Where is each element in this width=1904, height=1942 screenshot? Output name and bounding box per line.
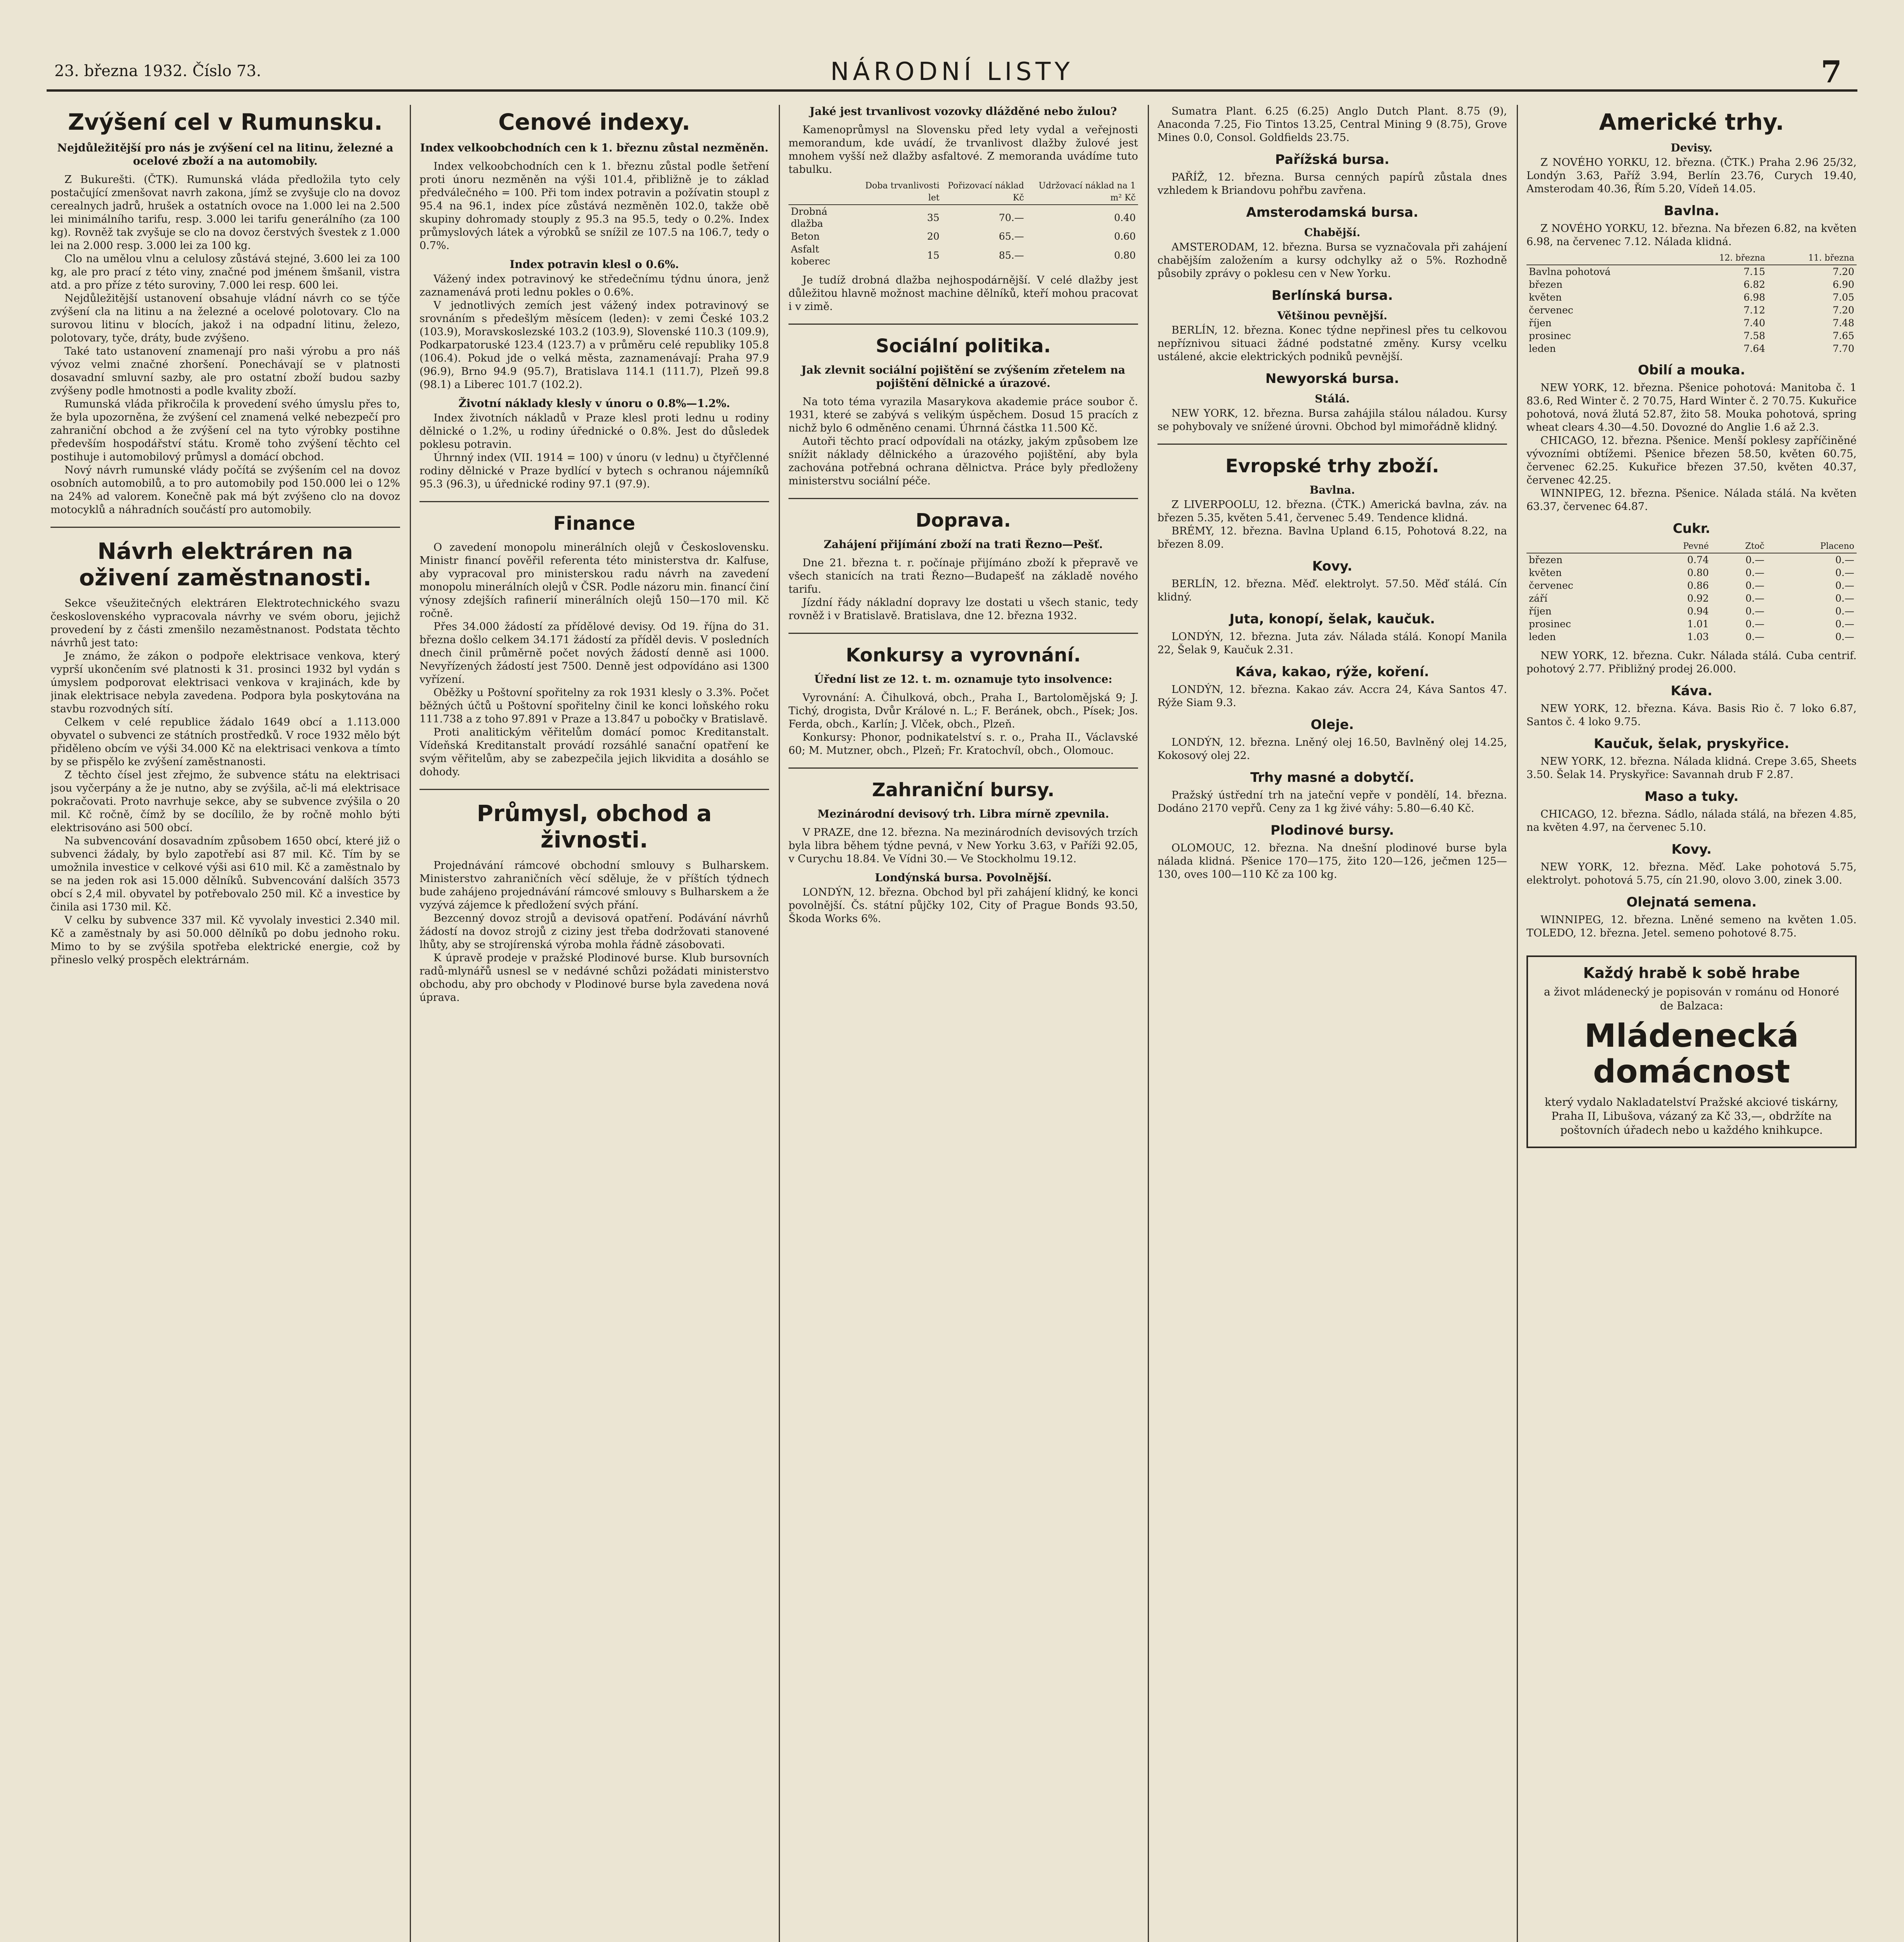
table-cell: září xyxy=(1529,593,1548,604)
article-paragraph: BRÉMY, 12. března. Bavlna Upland 6.15, Pohotová 8.22, na březen 8.09. xyxy=(1157,525,1507,550)
article-paragraph: V jednotlivých zemích jest vážený index potravinový se srovnáním s předešlým měsícem (leden): v zemi České 103.2 (103.9), Moravskoslezské 103.2 (103.9), Slovenské 110.3 (109.9), Podkarpatoruské 123.4 (123.7) a v průměru celé republiky 105.8 (106.4). Pokud jde o velká města, zaznamenávají: Praha 97.9 (96.9), Brno 94.9 (95.7), Bratislava 114.1 (111.7), Plzeň 99.8 (98.1) a Liberec 101.7 (102.2). xyxy=(419,299,769,391)
table-cell: 7.20 xyxy=(1833,266,1854,277)
article-paragraph: Úhrnný index (VII. 1914 = 100) v únoru (v lednu) u čtyřčlenné rodiny dělnické v Praze bydlící v bytech s ochranou nájemníků 95.3 (96.3), u úřednické rodiny 97.1 (97.9). xyxy=(419,452,769,490)
article-paragraph: Jízdní řády nákladní dopravy lze dostati u všech stanic, tedy rovněž i v Bratislavě. Bratislava, dne 12. března 1932. xyxy=(788,597,1138,622)
table-row xyxy=(1526,329,1857,342)
ad-text: který vydalo Nakladatelství Pražské akciové tiskárny, Praha II, Libušova, vázaný za Kč 33,—, obdržíte na poštovních úřadech nebo u každého knihkupce. xyxy=(1545,1096,1838,1136)
table-header-cell: 11. března xyxy=(1768,252,1857,265)
article-title: Plodinové bursy. xyxy=(1270,823,1394,838)
article-subheading: Životní náklady klesly v únoru o 0.8%—1.2%. xyxy=(458,397,730,410)
article-paragraph: PAŘÍŽ, 12. března. Bursa cenných papírů zůstala dnes vzhledem k Briandovu pohřbu zavřena. xyxy=(1157,171,1507,197)
table-header-cell: Placeno xyxy=(1767,540,1857,553)
article-title: Jaké jest trvanlivost vozovky dlážděné nebo žulou? xyxy=(809,105,1117,118)
article-paragraph: V PRAZE, dne 12. března. Na mezinárodních devisových trzích byla libra během týdne pevná, v New Yorku 3.63, v Paříži 92.05, v Curychu 18.84. Ve Vídni 30.— Ve Stockholmu 19.12. xyxy=(788,827,1138,865)
divider xyxy=(419,789,769,790)
column-3 xyxy=(788,105,1138,1942)
article-paragraph: Z Bukurešti. (ČTK). Rumunská vláda předložila tyto cely postačující zmenšovat navrh zakona, jímž se zvyšuje clo na dovoz cerealnych jadrů, hrušek a ostatních ovoce na 1.000 lei na 2.500 lei minimálního tarifu, resp. 3.000 lei tarifu generálního (za 100 kg). Rovněž tak zvyšuje se clo na dovoz čerstvých švestek z 1.000 lei na 2.000 resp. 3.000 lei za 100 kg. xyxy=(50,174,400,252)
data-table xyxy=(1526,540,1857,643)
table-cell: 0.— xyxy=(1745,631,1765,642)
article-paragraph: Proti analitickým věřitelům domácí pomoc Kreditanstalt. Vídeňská Kreditanstalt provádí rozsáhlé sanační opatření ke svým věřitelům, aby se zabezpečila jejich likvidita a dosáhlo se dohody. xyxy=(419,726,769,778)
table-header-cell: Pořizovací náklad Kč xyxy=(942,179,1027,205)
article-subheading: Index potravin klesl o 0.6%. xyxy=(510,258,679,271)
table-cell: Bavlna pohotová xyxy=(1529,266,1611,277)
table-cell: 65.— xyxy=(999,231,1024,242)
table-cell: 0.— xyxy=(1835,631,1854,642)
article-paragraph: Také tato ustanovení znamenají pro naši výrobu a pro náš vývoz velmi značné zhoršení. Ponechávají se v platnosti dosavadní smluvní sazby, ale pro ostatní zboží budou sazby zvýšeny podle hmotnosti a podle kvality zboží. xyxy=(50,345,400,397)
divider xyxy=(50,527,400,528)
table-cell: červenec xyxy=(1529,580,1573,591)
article-paragraph: LONDÝN, 12. března. Obchod byl při zahájení klidný, ke konci povolnější. Čs. státní půjčky 102, City of Prague Bonds 93.50, Škoda Works 6%. xyxy=(788,886,1138,925)
table-header-cell: Udržovací náklad na 1 m² Kč xyxy=(1026,179,1138,205)
table-cell: 0.74 xyxy=(1687,554,1709,566)
table-cell: leden xyxy=(1529,343,1556,354)
article-paragraph: LONDÝN, 12. března. Lněný olej 16.50, Bavlněný olej 14.25, Kokosový olej 22. xyxy=(1157,736,1507,762)
table-header-cell: 12. března xyxy=(1678,252,1767,265)
table-cell: 7.48 xyxy=(1833,317,1854,329)
table-row xyxy=(1526,278,1857,291)
article-lead: Úřední list ze 12. t. m. oznamuje tyto insolvence: xyxy=(814,673,1112,686)
table-cell: 7.15 xyxy=(1744,266,1765,277)
table-header-cell xyxy=(1526,252,1678,265)
column-rule xyxy=(1517,105,1518,1942)
article-title: Oleje. xyxy=(1311,717,1354,733)
table-header-cell: Doba trvanlivosti let xyxy=(858,179,942,205)
article-title: Kovy. xyxy=(1671,842,1712,857)
article-title: Kávа, kakao, rýže, koření. xyxy=(1235,664,1429,680)
article-paragraph: LONDÝN, 12. března. Juta záv. Nálada stálá. Konopí Manila 22, Šelak 9, Kaučuk 2.31. xyxy=(1157,631,1507,656)
table-row xyxy=(1526,304,1857,317)
table-cell: 15 xyxy=(927,249,940,261)
article-paragraph: NEW YORK, 12. března. Káva. Basis Rio č. 7 loko 6.87, Santos č. 4 loko 9.75. xyxy=(1526,703,1857,728)
table-cell: 7.70 xyxy=(1833,343,1854,354)
column-rule xyxy=(779,105,780,1942)
table-cell: 0.— xyxy=(1835,580,1854,591)
table-cell: 35 xyxy=(927,212,940,223)
article-lead: Nejdůležitější pro nás je zvýšení cel na litinu, železné a ocelové zboží a na automobily. xyxy=(57,141,393,167)
column-2 xyxy=(419,105,769,1942)
article-paragraph: NEW YORK, 12. března. Cukr. Nálada stálá. Cuba centrif. pohotový 2.77. Přibližný prodej 26.000. xyxy=(1526,650,1857,675)
article-lead: Jak zlevnit sociální pojištění se zvýšením zřetelem na pojištění dělnické a úrazové. xyxy=(801,364,1125,390)
table-cell: 7.40 xyxy=(1744,317,1765,329)
article-subheading: Stálá. xyxy=(1315,392,1350,405)
column-rule xyxy=(1148,105,1149,1942)
table-cell: 0.— xyxy=(1745,567,1765,578)
table-cell: Drobná dlažba xyxy=(791,206,828,229)
article-title: Doprava. xyxy=(915,510,1011,531)
table-cell: 0.80 xyxy=(1687,567,1709,578)
article-paragraph: Oběžky u Poštovní spořitelny za rok 1931 klesly o 3.3%. Počet běžných účtů u Poštovní spořitelny činil ke konci loňského roku 111.738 a z toho 97.891 v Praze a 13.847 u pobočky v Bratislavě. xyxy=(419,687,769,725)
table-cell: 0.92 xyxy=(1687,593,1709,604)
table-cell: 7.20 xyxy=(1833,305,1854,316)
table-cell: 0.60 xyxy=(1114,231,1136,242)
column-5 xyxy=(1526,105,1857,1942)
article-title: Návrh elektráren na oživení zaměstnanosti. xyxy=(79,538,372,591)
issue-date: 23. března 1932. Číslo 73. xyxy=(54,62,261,80)
data-table xyxy=(788,179,1138,268)
article-subheading: Londýnská bursa. Povolnější. xyxy=(875,871,1052,884)
article-title: Juta, konopí, šelak, kaučuk. xyxy=(1229,611,1435,627)
article-lead: Zahájení přijímání zboží na trati Řezno—Pešť. xyxy=(823,538,1103,551)
table-row xyxy=(1526,265,1857,278)
table-cell: 6.98 xyxy=(1744,292,1765,303)
table-cell: leden xyxy=(1529,631,1556,642)
article-paragraph: Index životních nákladů v Praze klesl proti lednu u rodiny dělnické o 1.2%, u rodiny úřednické o 0.8%. Jest do důsledek poklesu potravin. xyxy=(419,412,769,451)
article-paragraph: Na toto téma vyrazila Masarykova akademie práce soubor č. 1931, které se zabývá s velikým úspěchem. Dosud 15 pracích z nichž bylo 6 odměněno cenami. Úhrnná částka 11.500 Kč. xyxy=(788,396,1138,434)
article-title: Evropské trhy zboží. xyxy=(1225,455,1439,477)
article-paragraph: Rumunská vláda přikročila k provedení svého úmyslu přes to, že byla upozorněna, že zvýšení cel znamená velké nebezpečí pro zahraniční obchod a že zvýšení cel na tyto výrobky postihne především hospodářství státu. Kromě toho zvýšení těchto cel postihuje i automobilový průmysl a domácí obchod. xyxy=(50,398,400,463)
table-cell: březen xyxy=(1529,279,1563,290)
article-paragraph: NEW YORK, 12. března. Bursa zahájila stálou náladou. Kursy se pohybovaly ve snížené úrovni. Obchod byl mimořádně klidný. xyxy=(1157,407,1507,433)
table-cell: 7.64 xyxy=(1744,343,1765,354)
divider xyxy=(1157,444,1507,445)
article-paragraph: Z těchto čísel jest zřejmo, že subvence státu na elektrisaci jsou vyčerpány a že je nutno, aby se zvýšila, ač-li má elektrisace pokračovati. Proto navrhuje sekce, aby se subvence zvýšila o 20 mil. Kč ročně, čímž by se docílilo, že by ročně mohlo býti elektrisováno asi 500 obcí. xyxy=(50,769,400,834)
article-paragraph: O zavedení monopolu minerálních olejů v Československu. Ministr financí pověřil referenta této ministerstva dr. Kalfuse, aby vypracoval pro ministerskou radu návrh na zavedení monopolu minerálních olejů v ČSR. Podle názoru min. financí činí výnosy zdejších rafinerií minerálních olejů 150—170 mil. Kč ročně. xyxy=(419,541,769,619)
article-paragraph: AMSTERODAM, 12. března. Bursa se vyznačovala při zahájení chabějším založením a kursy odchylky až o 5%. Rozhodně působily zprávy o poklesu cen v New Yorku. xyxy=(1157,241,1507,280)
article-title: Finance xyxy=(553,513,635,534)
article-paragraph: NEW YORK, 12. března. Pšenice pohotová: Manitoba č. 1 83.6, Red Winter č. 2 70.75, Hard Winter č. 2 70.75. Kukuřice pohotová, nová žlutá 52.87, žito 58. Mouka pohotová, spring wheat clears 4.30—4.50. Dovozné do Anglie 1.6 až 2.3. xyxy=(1526,382,1857,433)
article-paragraph: Z NOVÉHO YORKU, 12. března. Na březen 6.82, na květen 6.98, na červenec 7.12. Nálada klidná. xyxy=(1526,223,1857,248)
table-row xyxy=(1526,566,1857,579)
book-advertisement xyxy=(1526,955,1857,1148)
table-cell: 85.— xyxy=(999,249,1024,261)
table-cell: 20 xyxy=(927,231,940,242)
table-row xyxy=(788,230,1138,243)
article-paragraph: Sumatra Plant. 6.25 (6.25) Anglo Dutch Plant. 8.75 (9), Anaconda 7.25, Fio Tintos 13.25, Central Mining 9 (8.75), Grove Mines 0.0, Consol. Goldfields 23.75. xyxy=(1157,105,1507,144)
table-cell: 0.— xyxy=(1835,593,1854,604)
article-paragraph: NEW YORK, 12. března. Měď. Lake pohotová 5.75, elektrolyt. pohotová 5.75, cín 21.90, olovo 3.00, zinek 3.00. xyxy=(1526,861,1857,886)
table-row xyxy=(1526,592,1857,605)
article-paragraph: Dne 21. března t. r. počínaje přijímáno zboží k přepravě ve všech stanicích na trati Řezno—Budapešť na základě nového tarifu. xyxy=(788,557,1138,595)
article-title: Americké trhy. xyxy=(1599,109,1784,135)
table-row xyxy=(1526,579,1857,592)
article-paragraph: Clo na umělou vlnu a celulosy zůstává stejné, 3.600 lei za 100 kg, ale pro prací z této viny, značné pod jménem šmšanil, vistra atd. a pro příze z této suroviny, 7.000 lei resp. 600 lei. xyxy=(50,253,400,291)
table-row xyxy=(788,243,1138,268)
divider xyxy=(788,324,1138,325)
table-cell: prosinec xyxy=(1529,330,1571,341)
table-header-cell xyxy=(1526,540,1641,553)
ad-book-title: Mládenecká domácnost xyxy=(1584,1018,1799,1090)
table-cell: 7.05 xyxy=(1833,292,1854,303)
table-row xyxy=(1526,605,1857,618)
ad-title: Každý hrabě k sobě hrabe xyxy=(1583,964,1800,981)
table-cell: prosinec xyxy=(1529,618,1571,630)
article-subheading: Devisy. xyxy=(1671,141,1713,154)
table-cell: 0.80 xyxy=(1114,249,1136,261)
table-cell: červenec xyxy=(1529,305,1573,316)
article-title: Cenové indexy. xyxy=(498,109,691,135)
article-title: Zahraniční bursy. xyxy=(872,779,1055,801)
divider xyxy=(788,498,1138,499)
data-table xyxy=(1526,252,1857,355)
article-subheading: Většinou pevnější. xyxy=(1277,309,1387,322)
article-paragraph: Je tudíž drobná dlažba nejhospodárnější. V celé dlažby jest důležitou hlavně možnost machine dělníků, kteří mohou pracovat i v zimě. xyxy=(788,274,1138,313)
table-cell: Asfalt koberec xyxy=(791,244,830,267)
table-cell: 0.— xyxy=(1835,567,1854,578)
article-paragraph: Pražský ústřední trh na jateční vepře v pondělí, 14. března. Dodáno 2170 vepřů. Ceny za 1 kg živé váhy: 5.80—6.40 Kč. xyxy=(1157,789,1507,814)
article-paragraph: Nový návrh rumunské vlády počítá se zvýšením cel na dovoz osobních automobilů, a to pro automobily pod 150.000 lei o 12% na 24% ad valorem. Konečně pak má být zvýšeno clo na dovoz motocyklů a náhradních součástí pro automobily. xyxy=(50,464,400,516)
table-cell: 0.94 xyxy=(1687,606,1709,617)
table-cell: květen xyxy=(1529,292,1562,303)
article-paragraph: V celku by subvence 337 mil. Kč vyvolaly investici 2.340 mil. Kč a zaměstnaly by asi 50.000 dělníků po dobu jednoho roku. Mimo to by se zvýšila spotřeba elektrické energie, což by přineslo velký prospěch elektrárnám. xyxy=(50,914,400,966)
article-subheading: Chabější. xyxy=(1304,226,1361,239)
table-cell: Beton xyxy=(791,231,820,242)
column-4 xyxy=(1157,105,1507,1942)
ad-text: a život mládenecký je popisován v románu od Honoré de Balzaca: xyxy=(1544,985,1840,1012)
article-paragraph: OLOMOUC, 12. března. Na dnešní plodinové burse byla nálada klidná. Pšenice 170—175, žito 120—126, ječmen 125—130, oves 100—110 Kč za 100 kg. xyxy=(1157,842,1507,881)
table-row xyxy=(1526,342,1857,355)
article-paragraph: Vyrovnání: A. Čihulková, obch., Praha I., Bartolomějská 9; J. Tichý, drogista, Dvůr Králové n. L.; F. Beránek, obch., Písek; Jos. Ferda, obch., Karlín; J. Vlček, obch., Plzeň. xyxy=(788,692,1138,730)
table-row xyxy=(1526,618,1857,630)
table-cell: 0.— xyxy=(1745,606,1765,617)
masthead: NÁRODNÍ LISTY xyxy=(830,57,1074,86)
table-cell: 0.— xyxy=(1745,554,1765,566)
article-title: Bavlna. xyxy=(1664,203,1720,219)
article-paragraph: Konkursy: Phonor, podnikatelství s. r. o., Praha II., Václavské 60; M. Mutzner, obch., Plzeň; Fr. Kratochvíl, obch., Olomouc. xyxy=(788,731,1138,757)
table-cell: 1.03 xyxy=(1687,631,1709,642)
article-paragraph: Je známo, že zákon o podpoře elektrisace venkova, který vyprší ukončením své platnosti k 31. prosinci 1932 byl vydán s úmyslem podporovat elektrisaci venkova v krajinách, kde by jinak elektrisace nebyla zavedena. Podpora byla poskytována na stavbu rozvodných sítí. xyxy=(50,650,400,715)
table-cell: 70.— xyxy=(999,212,1024,223)
table-cell: 0.40 xyxy=(1114,212,1136,223)
table-cell: 6.90 xyxy=(1833,279,1854,290)
page-number: 7 xyxy=(1820,54,1842,90)
article-paragraph: NEW YORK, 12. března. Nálada klidná. Crepe 3.65, Sheets 3.50. Šelak 14. Pryskyřice: Savannah drub F 2.87. xyxy=(1526,755,1857,781)
article-title: Amsterodamská bursa. xyxy=(1246,205,1418,220)
article-title: Káva. xyxy=(1671,683,1713,699)
article-paragraph: Na subvencování dosavadním způsobem 1650 obcí, které již o subvenci žádaly, by bylo zapotřebí asi 87 mil. Kč. Tím by se umožnila investice v celkové výši asi 610 mil. Kč a zaměstnalo by se na jeden rok asi 15.000 dělníků. Subvencování dalších 3573 obcí s 2,4 mil. obyvatel by potřebovalo 250 mil. Kč a investice by činila asi 1730 mil. Kč. xyxy=(50,835,400,913)
divider xyxy=(419,501,769,502)
article-title: Sociální politika. xyxy=(875,335,1051,357)
table-cell: 0.86 xyxy=(1687,580,1709,591)
article-paragraph: Projednávání rámcové obchodní smlouvy s Bulharskem. Ministerstvo zahraničních věcí sděluje, že v příštích týdnech bude zahájeno projednávání rámcové smlouvy s Bulharskem a že vyzývá zájemce k předložení svých přání. xyxy=(419,860,769,911)
article-paragraph: K úpravě prodeje v pražské Plodinové burse. Klub bursovních radů-mlynářů usnesl se v nedávné schůzi požádati ministerstvo obchodu, aby pro obchody v Plodinové burse byla zavedena nová úprava. xyxy=(419,952,769,1004)
article-lead: Index velkoobchodních cen k 1. březnu zůstal nezměněn. xyxy=(420,141,769,154)
article-paragraph: BERLÍN, 12. března. Konec týdne nepřinesl přes tu celkovou nepříznivou situaci žádné podstatné změny. Kursy vcelku ustálené, akcie elektrických podniků pevnější. xyxy=(1157,324,1507,363)
table-cell: 0.— xyxy=(1835,554,1854,566)
article-paragraph: WINNIPEG, 12. března. Pšenice. Nálada stálá. Na květen 63.37, červenec 64.87. xyxy=(1526,487,1857,513)
article-paragraph: Z NOVÉHO YORKU, 12. března. (ČTK.) Praha 2.96 25/32, Londýn 3.63, Paříž 3.94, Berlín 23.76, Curych 19.40, Amsterodam 40.36, Řím 5.20, Vídeň 14.05. xyxy=(1526,157,1857,195)
table-cell: 0.— xyxy=(1835,606,1854,617)
table-cell: 1.01 xyxy=(1687,618,1709,630)
table-cell: 0.— xyxy=(1835,618,1854,630)
article-title: Zvýšení cel v Rumunsku. xyxy=(68,109,383,135)
article-paragraph: BERLÍN, 12. března. Měď. elektrolyt. 57.50. Měď stálá. Cín klidný. xyxy=(1157,578,1507,603)
table-cell: 7.58 xyxy=(1744,330,1765,341)
column-rule xyxy=(410,105,411,1942)
article-paragraph: Nejdůležitější ustanovení obsahuje vládní návrh co se týče zvýšení cla na litinu a na železné a ocelové polotovary. Clo na surovou litinu v blocích, jakož i na odpadní litinu, železo, polotovary, tyče, dráty, bude zvýšeno. xyxy=(50,292,400,344)
article-lead: Mezinárodní devisový trh. Libra mírně zpevnila. xyxy=(817,807,1109,820)
table-cell: 6.82 xyxy=(1744,279,1765,290)
article-paragraph: WINNIPEG, 12. března. Lněné semeno na květen 1.05. TOLEDO, 12. března. Jetel. semeno pohotové 8.75. xyxy=(1526,914,1857,939)
article-paragraph: CHICAGO, 12. března. Sádlo, nálada stálá, na březen 4.85, na květen 4.97, na červenec 5.10. xyxy=(1526,808,1857,834)
article-paragraph: Bezcenný dovoz strojů a devisová opatření. Podávání návrhů žádostí na dovoz strojů z ciziny jest třeba dodržovati stanovené lhůty, aby se strojírenská výroba mohla řádně zásobovati. xyxy=(419,912,769,951)
table-cell: březen xyxy=(1529,554,1563,566)
table-row xyxy=(1526,291,1857,304)
table-header-cell: Pevné xyxy=(1641,540,1711,553)
table-cell: 7.12 xyxy=(1744,305,1765,316)
table-row xyxy=(1526,630,1857,643)
table-header-cell: Ztoč xyxy=(1711,540,1767,553)
table-cell: 0.— xyxy=(1745,593,1765,604)
table-cell: květen xyxy=(1529,567,1562,578)
table-cell: říjen xyxy=(1529,606,1552,617)
divider xyxy=(788,633,1138,634)
article-title: Cukr. xyxy=(1673,521,1711,536)
article-paragraph: Přes 34.000 žádostí za přídělové devisy. Od 19. října do 31. března došlo celkem 34.171 žádostí za příděl devis. V posledních dnech činil průměrně počet nových žádostí denně asi 1000. Nevyřízených žádostí jest 7500. Denně jest odpovídáno asi 1300 vyřízení. xyxy=(419,621,769,686)
article-title: Trhy masné a dobytčí. xyxy=(1250,770,1415,785)
article-paragraph: Z LIVERPOOLU, 12. března. (ČTK.) Americká bavlna, záv. na březen 5.35, květen 5.41, červenec 5.49. Tendence klidná. xyxy=(1157,499,1507,524)
article-paragraph: Celkem v celé republice žádalo 1649 obcí a 1.113.000 obyvatel o subvenci ze státních prostředků. V roce 1932 mělo být přiděleno obcím ve výši 34.000 Kč na elektrisaci venkova a tímto by se přispělo ke zvýšení zaměstnanosti. xyxy=(50,716,400,768)
article-title: Olejnatá semena. xyxy=(1626,894,1757,910)
table-row xyxy=(788,205,1138,230)
table-row xyxy=(1526,553,1857,566)
column-1 xyxy=(50,105,400,1942)
article-paragraph: LONDÝN, 12. března. Kakao záv. Accra 24, Káva Santos 47. Rýže Siam 9.3. xyxy=(1157,684,1507,709)
article-paragraph: Index velkoobchodních cen k 1. březnu zůstal podle šetření proti únoru nezměněn na výši 101.4, přibližně je to základ předválečného = 100. Při tom index potravin a požívatin stoupl z 95.4 na 96.1, index píce zůstává nezměněn 102.0, takže obě skupiny dohromady stouply z 95.3 na 95.5, tedy o 0.2%. Index průmyslových látek a výrobků se snížil ze 107.5 na 106.7, tedy o 0.7%. xyxy=(419,160,769,252)
article-paragraph: Sekce všeužitečných elektráren Elektrotechnického svazu československého vypracovala návrhy ve svém oboru, jejichž provedení by z části zmenšilo nezaměstnanost. Podstata těchto návrhů jest tato: xyxy=(50,597,400,649)
article-title: Pařížská bursa. xyxy=(1275,152,1390,167)
article-subheading: Bavlna. xyxy=(1309,484,1355,496)
page-header xyxy=(47,54,1857,92)
article-paragraph: CHICAGO, 12. března. Pšenice. Menší poklesy zapříčiněné vývozními obtížemi. Pšenice březen 58.50, květen 60.75, červenec 62.25. Kukuřice březen 37.50, květen 40.37, červenec 42.25. xyxy=(1526,435,1857,486)
table-cell: 7.65 xyxy=(1833,330,1854,341)
article-paragraph: Vážený index potravinový ke středečnímu týdnu února, jenž zaznamenává proti lednu pokles o 0.6%. xyxy=(419,273,769,298)
article-title: Kovy. xyxy=(1312,559,1352,574)
table-cell: říjen xyxy=(1529,317,1552,329)
table-header-cell xyxy=(788,179,858,205)
article-title: Berlínská bursa. xyxy=(1271,288,1393,303)
divider xyxy=(788,767,1138,769)
table-cell: 0.— xyxy=(1745,618,1765,630)
article-paragraph: Kamenoprůmysl na Slovensku před lety vydal a veřejnosti memorandum, kde uvádí, že trvanlivost dlažby žulové jest mnohem vyšší než dlažby asfaltové. Z memoranda uvádíme tuto tabulku. xyxy=(788,124,1138,176)
article-title: Konkursy a vyrovnání. xyxy=(846,644,1081,666)
article-title: Maso a tuky. xyxy=(1644,789,1739,804)
article-title: Newyorská bursa. xyxy=(1265,371,1399,386)
article-title: Průmysl, obchod a živnosti. xyxy=(477,800,712,853)
article-title: Obilí a mouka. xyxy=(1638,362,1746,378)
table-row xyxy=(1526,317,1857,329)
article-title: Kaučuk, šelak, pryskyřice. xyxy=(1594,736,1789,752)
table-cell: 0.— xyxy=(1745,580,1765,591)
article-paragraph: Autoři těchto prací odpovídali na otázky, jakým způsobem lze snížit náklady dělnického a úrazového pojištění, aby byla zachována potřebná ochrana dělnictva. Práce byly předloženy ministerstvu sociální péče. xyxy=(788,435,1138,487)
